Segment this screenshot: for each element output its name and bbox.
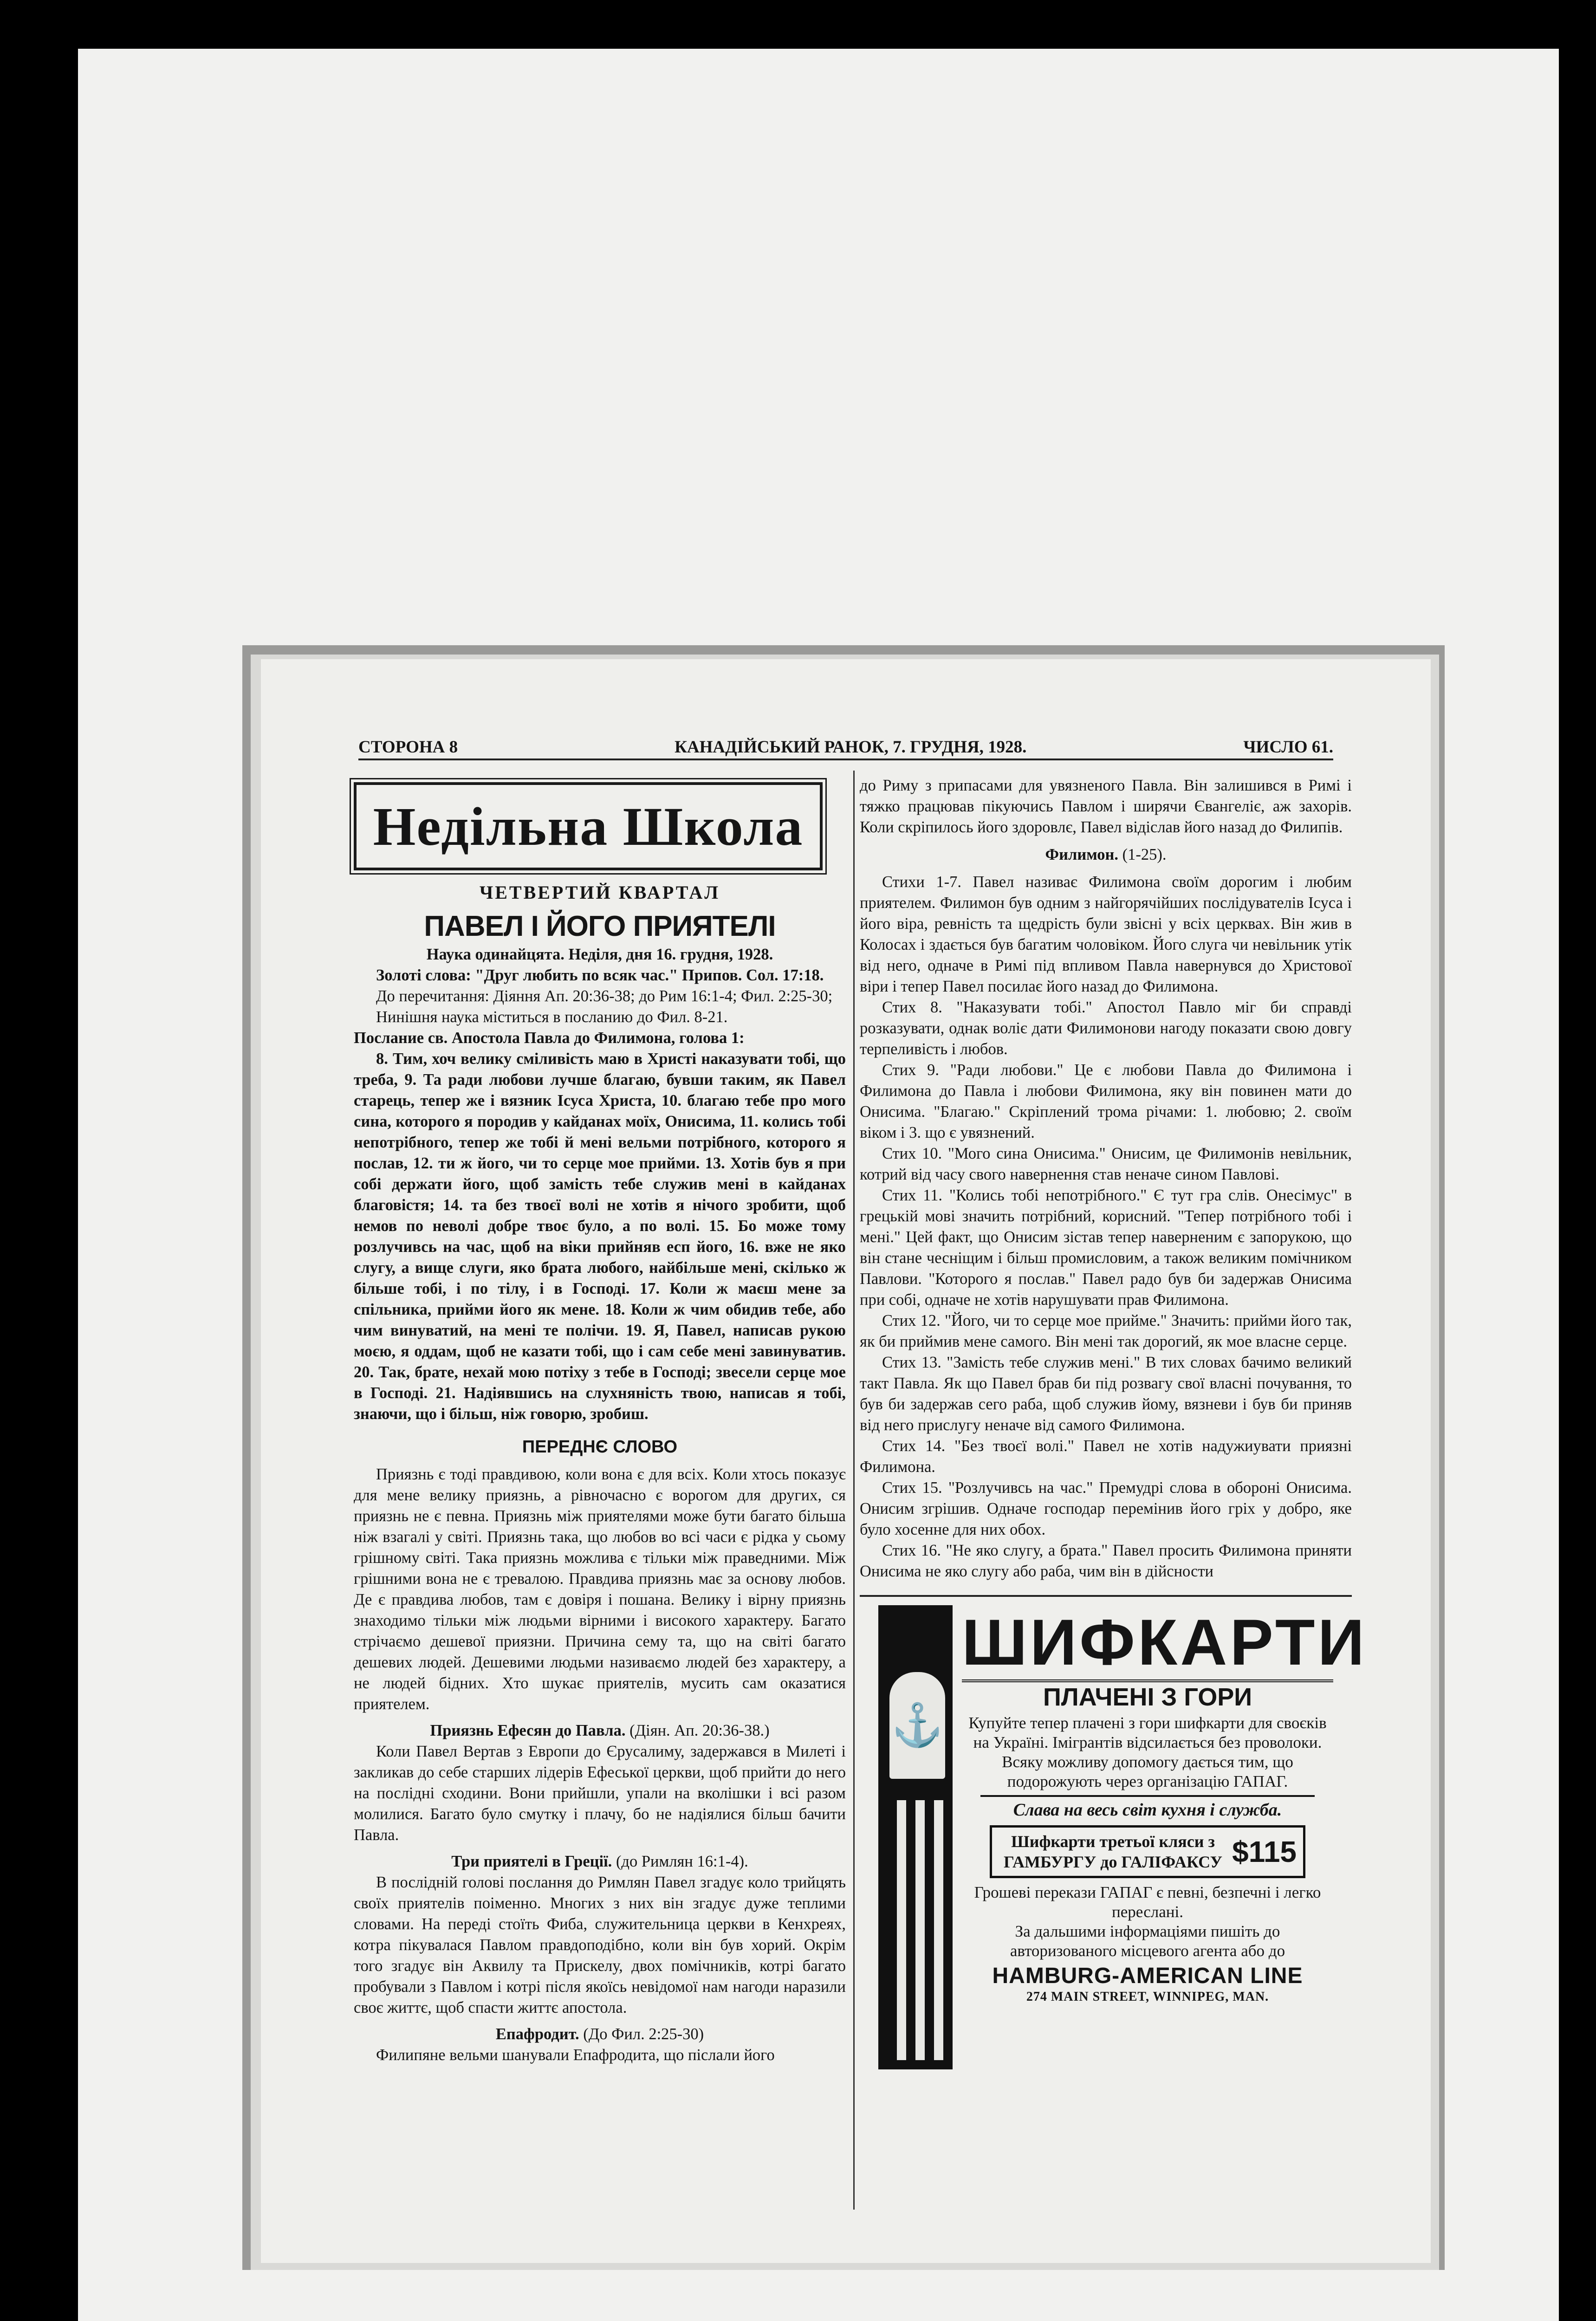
- foreword-paragraph: Приязнь є тоді правдивою, коли вона є для всіх. Коли хтось показує для мене велику приязнь, а рівночасно є ворогом для других, ся приязнь не є певна. Приязнь між приятелями може бути багато більша ніж взагалі у світі. Приязнь така, що любов во всі часи є рідка у сьому грішному світі. Така приязнь можлива є тільки між праведними. Між грішними вона не є тревалою. Правдива приязнь має за основу любов. Де є правдива любов, там є довіря і пошана. Велику і вірну приязнь знаходимо тільки між людьми вірними і високого характеру. Багато стрічаємо дешевої приязни. Причина сему та, що на світі багато дешевих людей. Дешевими людьми називаємо людей без характеру, а не людей бідних. Хто шукає приятелів, мусить сам оказатися приятелем.: [354, 1465, 846, 1713]
- ship-emblem-icon: ⚓: [888, 1670, 947, 1781]
- section-text-greece: В послідній голові послання до Римлян Павел згадує коло трийцять своїх приятелів поіменно. Многих з них він згадує дуже теплими словами. На переді стоїть Фиба, служительница церкви в Кенхреях, котра пікувалася Павлом правдоподібно, коли він був хорий. Окрім того згадує він Аквилу та Прискелу, двох помічників, котрі багато пробували з Павлом і котрі після якоїсь невідомої нам нагоди наразили своє життє, щоб спасти життє апостола.: [354, 1874, 846, 2016]
- section-title: Епафродит.: [495, 2025, 579, 2043]
- ad-price: $115: [1232, 1835, 1297, 1868]
- section-title: Три приятелі в Греції.: [451, 1853, 612, 1870]
- ad-black-band: [878, 1605, 953, 2069]
- present-lesson: Нинішня наука міститься в посланию до Фил. 8-21.: [376, 1008, 728, 1026]
- shipping-advertisement: [860, 1605, 1368, 2083]
- section-heading-epaphroditus: [354, 2024, 846, 2045]
- ad-price-box: [990, 1825, 1305, 1878]
- verse-paragraph: Стихи 1-7. Павел називає Филимона своїм дорогим і любим приятелем. Филимон був одним з найгорячійших послідувателів Ісуса і його віра, ревність та щедрість були звісні у всіх церквах. Він жив в Колосах і здається був багатим чоловіком. Його слуга чи невільник утік від него, одначе в Римі під впливом Павла навернувся до Христової віри і тепер Павел посилає його назад до Филимона.: [860, 873, 1352, 995]
- issue-number: ЧИСЛО 61.: [1243, 738, 1333, 757]
- golden-label: Золоті слова:: [376, 966, 471, 984]
- section-ref: (Діян. Ап. 20:36-38.): [629, 1722, 770, 1739]
- section-masthead: Недільна Школа: [373, 796, 804, 857]
- philemon-heading: [860, 844, 1352, 865]
- section-text-ephesians: Коли Павел Вертав з Европи до Єрусалиму, задержався в Милеті і закликав до себе старших лідерів Ефеської церкви, щоб прийти до него на послідні сходини. Вони прийшли, упали на вколішки і всі разом молилися. Багато було смутку і плачу, бо не надіялися більш бачити Павла.: [354, 1743, 846, 1844]
- lesson-title: ПАВЕЛ І ЙОГО ПРИЯТЕЛІ: [424, 910, 776, 942]
- ad-stripes: [888, 1800, 943, 2060]
- ad-divider: [860, 1595, 1352, 1597]
- ad-slogan: Слава на весь світ кухня і служба.: [980, 1795, 1315, 1821]
- page-number: СТОРОНА 8: [358, 738, 458, 757]
- section-ref: (До Фил. 2:25-30): [583, 2025, 704, 2043]
- reading-list: До перечитання: Діяння Ап. 20:36-38; до Рим 16:1-4; Фил. 2:25-30;: [376, 987, 833, 1005]
- foreword-heading: ПЕРЕДНЄ СЛОВО: [522, 1437, 678, 1457]
- ad-text-remittance: Грошеві перекази ГАПАГ є певні, безпечні і легко переслані.: [974, 1883, 1321, 1921]
- right-column: [860, 775, 1368, 2083]
- epistle-heading: Послание св. Апостола Павла до Филимона, голова 1:: [354, 1029, 745, 1047]
- ad-body: [962, 1605, 1368, 2007]
- ad-text: Купуйте тепер плачені з гори шифкарти для своєків на Україні. Імігрантів відсилається без проволоки. Всяку можливу допомогу дається тим, що подорожують через організацію ГАПАГ.: [968, 1714, 1327, 1790]
- scripture-text: 8. Тим, хоч велику сміливість маю в Христі наказувати тобі, що треба, 9. Та ради любови лучше благаю, бувши таким, як Павел старець, тепер же і вязник Ісуса Христа, 10. благаю тебе про мого сина, которого я породив у кайданах моїх, Онисима, 11. колись тобі непотрібного, тепер же тобі й мені вельми потрібного, которого я послав, 12. ти ж його, чи то серце мое прийми. 13. Хотів був я при собі держати його, щоб замість тебе служив мені в кайданах благовістя; 14. та без твоєї волі не хотів я нічого зробити, щоб немов по неволі добре твоє було, а по волі. 15. Бо може тому розлучивсь на час, щоб на віки прийняв есп його, 16. вже не яко слугу, а вище слуги, яко брата любого, найбільше мені, скілько ж більше тобі, і по тілу, і в Господі. 17. Коли ж маєш мене за спільника, прийми його як мене. 18. Коли ж чим обидив тебе, або чим винуватий, на мені те полічи. 19. Я, Павел, написав рукою моєю, я оддам, щоб не казати тобі, що і сам себе мені завинуватив. 20. Так, брате, нехай мою потіху з тебе в Господі; звесели серце мое в Господі. 21. Надіявшись на слухняність твою, написав я тобі, знаючи, що і більш, ніж говорю, зробиш.: [354, 1050, 846, 1423]
- verse-paragraph: Стих 10. "Мого сина Онисима." Онисим, це Филимонів невільник, котрий від часу свого навернення став неначе сином Павлові.: [860, 1145, 1352, 1183]
- verse-paragraph: Стих 16. "Не яко слугу, а брата." Павел просить Филимона приняти Онисима не яко слугу або раба, чим він в дійсности: [860, 1542, 1352, 1580]
- golden-words: [354, 965, 846, 986]
- section-text-epaphroditus: Филипяне вельми шанували Епафродита, що післали його: [376, 2046, 775, 2064]
- verse-paragraph: Стих 14. "Без твоєї волі." Павел не хотів надужиувати приязні Филимона.: [860, 1437, 1352, 1476]
- masthead-box: [354, 782, 823, 870]
- verse-paragraph: Стих 8. "Наказувати тобі." Апостол Павло міг би справді розказувати, однак воліє дати Филимонови нагоду показати свою довгу терпеливість і любов.: [860, 998, 1352, 1058]
- ad-address: 274 MAIN STREET, WINNIPEG, MAN.: [1026, 1990, 1269, 2004]
- quarter-heading: ЧЕТВЕРТИЙ КВАРТАЛ: [479, 882, 720, 903]
- verse-paragraph: Стих 15. "Розлучивсь на час." Премудрі слова в обороні Онисима. Онисим згрішив. Одначе господар перемінив його гріх у добро, яке було хосенне для них обох.: [860, 1479, 1352, 1538]
- newspaper-page: [261, 659, 1431, 2263]
- column-divider: [853, 771, 855, 2210]
- ad-headline: ШИФКАРТИ: [962, 1605, 1333, 1682]
- section-heading-greece: [354, 1851, 846, 1872]
- verse-paragraph: Стих 13. "Замість тебе служив мені." В тих словах бачимо великий такт Павла. Як що Павел брав би під розвагу свої власні почування, то був би задержав сего раба, щоб служив йому, вязневи і був би приняв від него прислугу неначе від самого Филимона.: [860, 1354, 1352, 1434]
- section-heading-ephesians: [354, 1720, 846, 1741]
- ad-company: HAMBURG-AMERICAN LINE: [992, 1964, 1303, 1988]
- golden-text: "Друг любить по всяк час." Припов. Сол. 17:18.: [475, 966, 824, 984]
- ad-text-info: За дальшими інформаціями пишіть до авторизованого місцевого агента або до: [1010, 1922, 1285, 1960]
- section-title: Приязнь Ефесян до Павла.: [430, 1722, 626, 1739]
- left-column: [354, 782, 846, 2066]
- page-header: [358, 737, 1333, 760]
- verse-paragraph: Стих 11. "Колись тобі непотрібного." Є тут гра слів. Онесімус" в грецькій мові значить потрібний, корисний. "Тепер потрібного тобі і мені." Цей факт, що Онисим зістав тепер наверненим є запорукою, що він стане чесніщим і більш промисловим, а також великим помічником Павлови. "Которого я послав." Павел радо був би задержав Онисима при собі, одначе не хотів нарушувати прав Филимона.: [860, 1186, 1352, 1309]
- ad-price-description: Шифкарти третьої кляси з ГАМБУРГУ до ГАЛІФАКСУ: [1004, 1832, 1223, 1871]
- continued-text: до Риму з припасами для увязненого Павла. Він залишився в Римі і тяжко працював пікуючись Павлом і ширячи Євангеліє, аж захорів. Коли скріпилось його здоровлє, Павел відіслав його назад до Филипів.: [860, 777, 1352, 836]
- section-ref: (1-25).: [1122, 846, 1167, 863]
- ad-subheadline: ПЛАЧЕНІ З ГОРИ: [1043, 1683, 1252, 1711]
- section-ref: (до Римлян 16:1-4).: [616, 1853, 748, 1870]
- section-title: Филимон.: [1045, 846, 1119, 863]
- lesson-info: Наука одинайцята. Неділя, дня 16. грудня, 1928.: [426, 946, 773, 963]
- verse-paragraph: Стих 9. "Ради любови." Це є любови Павла до Филимона і Филимона до Павла і любови Филимона, яку він повинен мати до Онисима. "Благаю." Скріплений трома річами: 1. любовю; 2. своїм віком і 3. що є увязнений.: [860, 1061, 1352, 1141]
- newspaper-title-date: КАНАДІЙСЬКИЙ РАНОК, 7. ГРУДНЯ, 1928.: [675, 738, 1027, 757]
- verse-paragraph: Стих 12. "Його, чи то серце мое прийме." Значить: прийми його так, як би приймив мене самого. Він мені так дорогий, як мое власне серце.: [860, 1312, 1352, 1350]
